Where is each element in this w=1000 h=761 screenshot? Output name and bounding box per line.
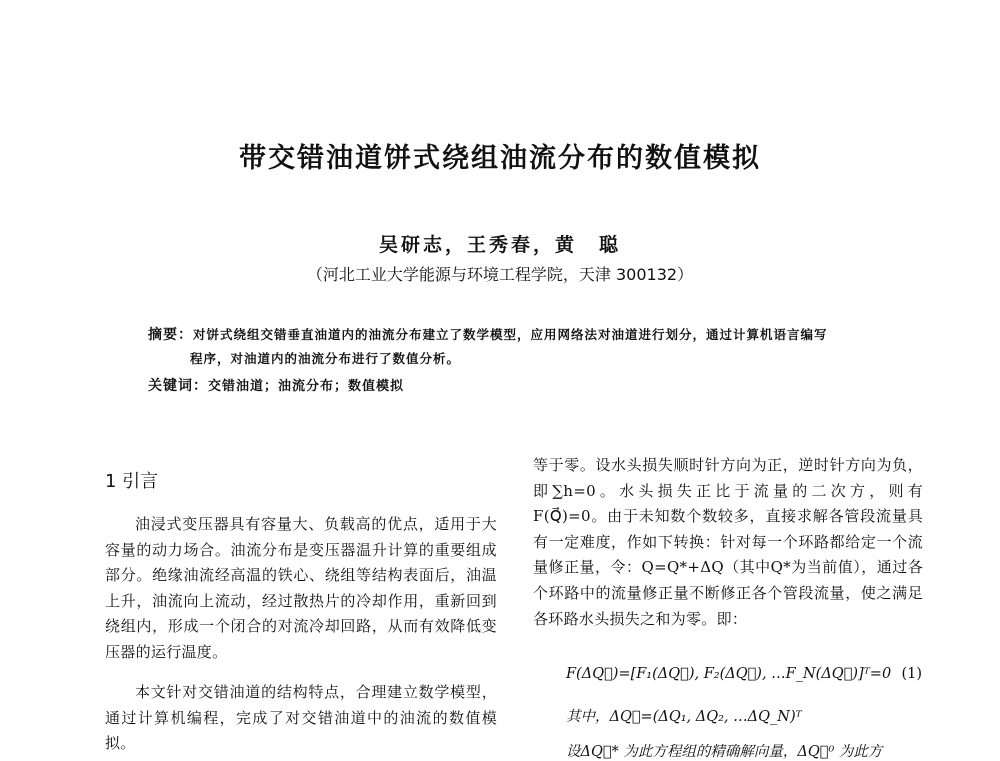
keywords (148, 375, 404, 395)
keywords-text: 交错油道；油流分布；数值模拟 (208, 379, 405, 394)
paragraph-text: 本文针对交错油道的结构特点，合理建立数学模型，通过计算机编程，完成了对交错油道中的油流的数值模拟。 (105, 683, 497, 753)
equation-1-number: (1) (901, 666, 922, 682)
section-heading: 1 引言 (105, 471, 159, 492)
equation-1 (566, 666, 926, 682)
abstract-line-2: 程序，对油道内的油流分布进行了数值分析。 (190, 351, 461, 366)
equation-1-body: F(ΔQ⃗)=[F₁(ΔQ⃗), F₂(ΔQ⃗), …F_N(ΔQ⃗)]ᵀ=0 (566, 666, 892, 682)
authors: 吴研志，王秀春，黄 聪 (378, 234, 621, 256)
paper-title: 带交错油道饼式绕组油流分布的数值模拟 (239, 143, 761, 174)
keywords-label: 关键词： (148, 378, 208, 394)
intro-paragraph-1 (105, 512, 497, 666)
intro-paragraph-2 (105, 680, 497, 757)
abstract-line-1: 对饼式绕组交错垂直油道内的油流分布建立了数学模型，应用网络法对油道进行划分，通过计算机语言编写 (193, 327, 828, 342)
right-paragraph: 等于零。设水头损失顺时针方向为正，逆时针方向为负，即∑h=0。水头损失正比于流量的二次方，则有F(Q⃗)=0。由于未知数个数较多，直接求解各管段流量具有一定难度，作如下转换：针对每一个环路都给定一个流量修正量，令：Q=Q*+ΔQ（其中Q*为当前值），通过各个环路中的流量修正量不断修正各个管段流量，使之满足各环路水头损失之和为零。即： (533, 456, 923, 628)
right-column-text (533, 453, 923, 632)
paragraph-text: 油浸式变压器具有容量大、负载高的优点，适用于大容量的动力场合。油流分布是变压器温升计算的重要组成部分。绝缘油流经高温的铁心、绕组等结构表面后，油温上升，油流向上流动，经过散热片的冷却作用，重新回到绕组内，形成一个闭合的对流冷却回路，从而有效降低变压器的运行温度。 (105, 515, 497, 661)
affiliation: （河北工业大学能源与环境工程学院，天津 300132） (306, 265, 694, 284)
equation-3: 设ΔQ⃗* 为此方程组的精确解向量，ΔQ⃗⁰ 为此方 (566, 744, 883, 760)
equation-2: 其中，ΔQ⃗=(ΔQ₁, ΔQ₂, …ΔQ_N)ᵀ (566, 709, 802, 725)
abstract (148, 323, 868, 371)
abstract-label: 摘要： (148, 327, 193, 343)
